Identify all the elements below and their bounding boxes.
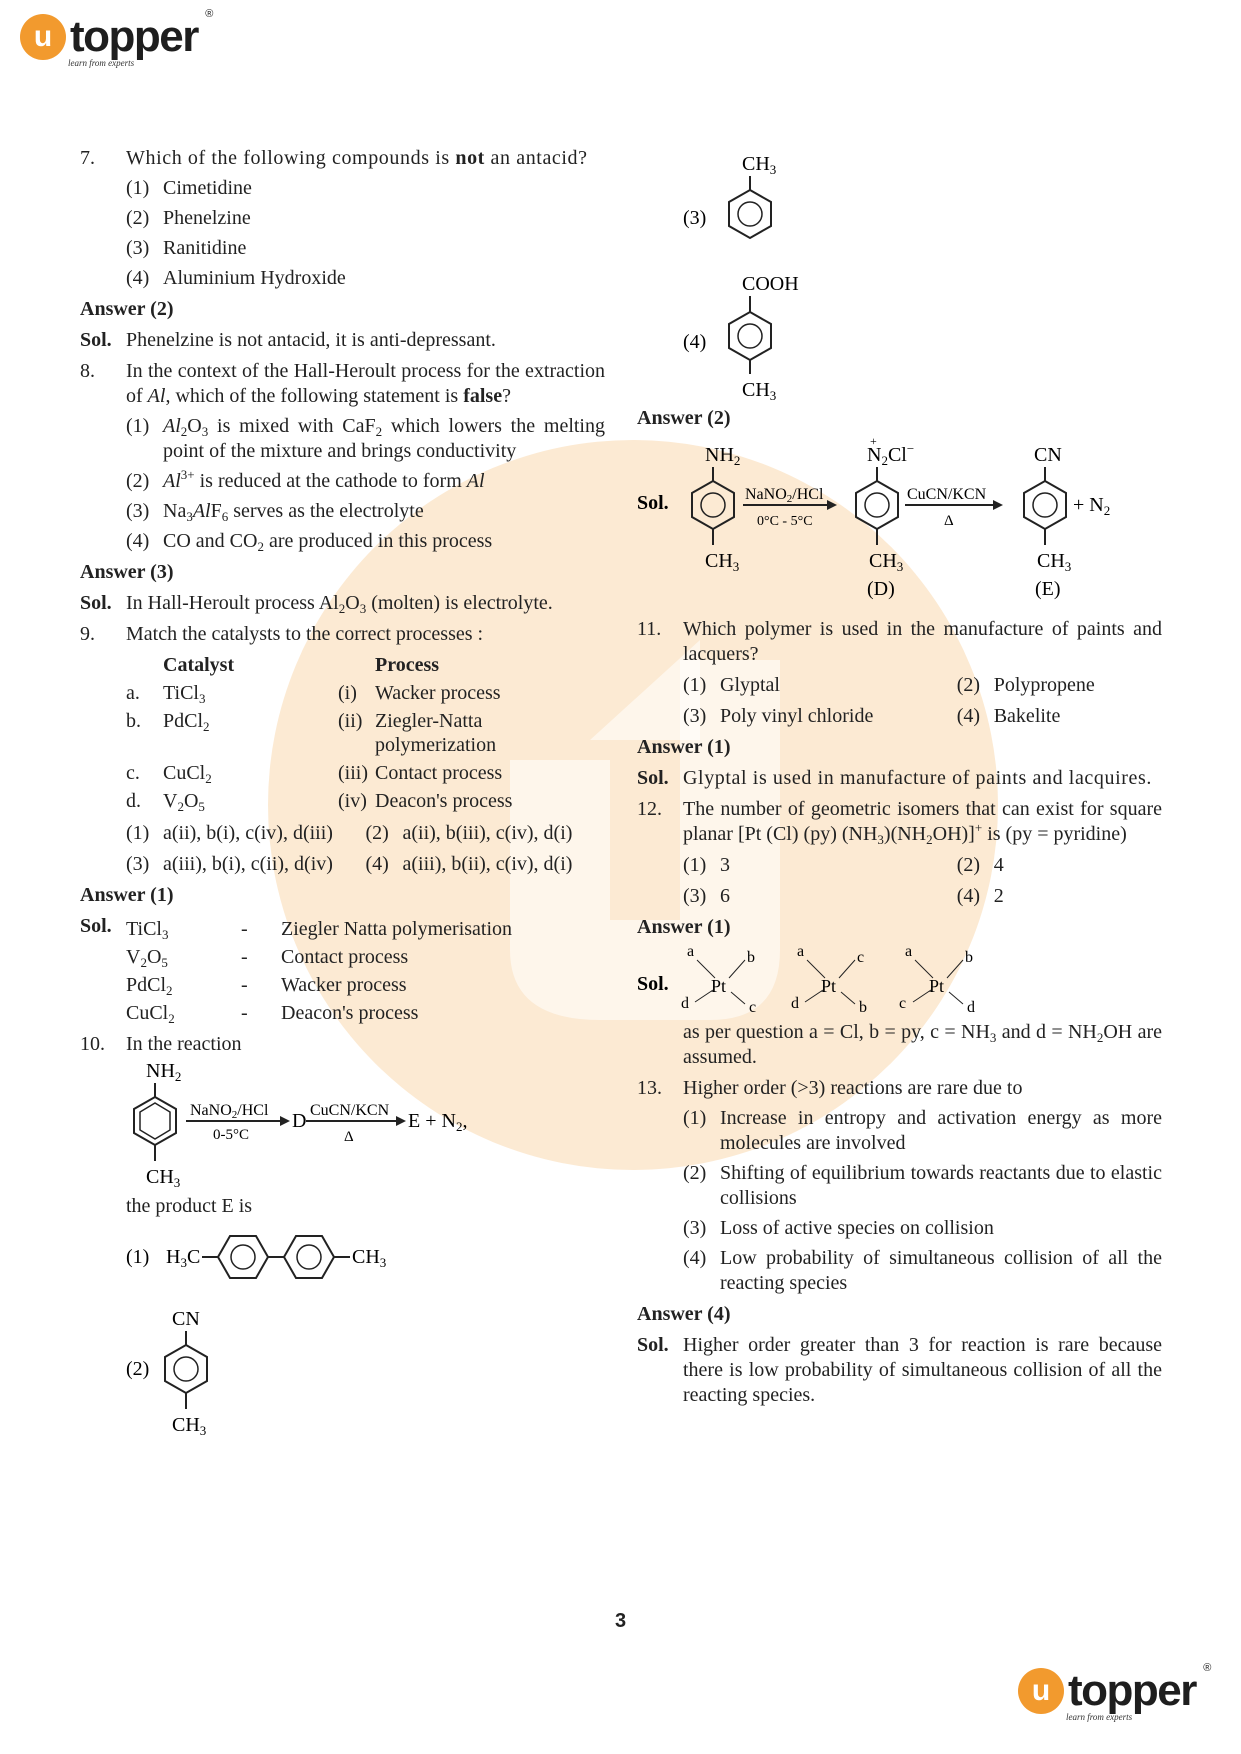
option: (4) CO and $CO_2$ are produced in this process [126, 530, 493, 554]
svg-text:COOH: COOH [742, 273, 799, 295]
svg-text:Pt: Pt [821, 976, 837, 996]
q10-options-structures [80, 1219, 605, 1469]
option: (2) Phenelzine [126, 207, 251, 229]
svg-text:(2): (2) [126, 1358, 150, 1380]
svg-text:CH3: $CH_3$ [705, 550, 740, 574]
option: (3) $Na_3AlF_6$ serves as the electrolyte [126, 500, 424, 524]
svg-text:Sol.: Sol. [637, 973, 669, 995]
right-column [637, 140, 1162, 1408]
svg-text:d: d [967, 999, 975, 1016]
svg-text:CN: CN [1034, 444, 1062, 466]
option-row: (1) Glyptal (2) Polypropene [683, 674, 1095, 696]
svg-text:c: c [857, 949, 865, 966]
svg-text:c: c [899, 995, 907, 1012]
svg-text:+ N2: + $N_2$ [1073, 494, 1111, 518]
logo-badge-icon: u [20, 14, 66, 60]
solution: Sol. In Hall-Heroult process $Al_2O_3$ (molten) is electrolyte. [80, 592, 553, 616]
svg-text:CH3: $CH_3$ [1037, 550, 1072, 574]
svg-text:CH3: $CH_3$ [172, 1414, 207, 1438]
svg-text:(3): (3) [683, 207, 707, 229]
isomer-note: as per question a = Cl, b = py, $c = NH_3$ and $d = NH_2OH$ are assumed. [683, 1021, 1163, 1068]
svg-text:NaNO2/HCl: NaNO2/HCl [190, 1102, 269, 1121]
svg-text:N2Cl−: $N_2Cl^-$ [867, 441, 915, 468]
question-10: 10. In the reaction [80, 1033, 242, 1055]
answer: Answer (1) [637, 916, 731, 938]
svg-text:(4): (4) [683, 331, 707, 353]
svg-text:Pt: Pt [711, 976, 727, 996]
reaction-scheme-sol10 [637, 431, 1162, 611]
svg-text:CuCN/KCN: CuCN/KCN [907, 486, 987, 503]
logo-badge-icon: u [1018, 1668, 1064, 1714]
svg-text:b: b [859, 999, 867, 1016]
option: (2) Shifting of equilibrium towards reactants due to elastic collisions [683, 1162, 1162, 1209]
table-row: b. PdCl$_2$ (ii) Ziegler-Natta polymerization [126, 710, 497, 756]
option: (1) $Al_2O_3$ is mixed with CaF$_2$ which lowers the melting point of the mixture and brings conductivity [126, 415, 605, 462]
option: (1) Increase in entropy and activation energy as more molecules are involved [683, 1107, 1162, 1154]
svg-text:(D): (D) [867, 578, 895, 600]
option: (4) Aluminium Hydroxide [126, 267, 346, 289]
svg-text:(1): (1) [126, 1246, 150, 1268]
logo-wordmark: topper ® [1068, 1662, 1210, 1715]
svg-text:Pt: Pt [929, 976, 945, 996]
option-row: (1) a(ii), b(i), c(iv), d(iii) (2) a(ii), b(iii), c(iv), d(i) [126, 822, 573, 844]
question-11: 11. Which polymer is used in the manufacture of paints and lacquers? [637, 618, 1162, 665]
svg-text:CH3: $CH_3$ [742, 153, 777, 177]
option-row: (3) 6 (4) 2 [683, 885, 1004, 907]
svg-text:Δ: Δ [944, 513, 954, 529]
svg-text:a: a [687, 943, 695, 960]
option: (2) $Al^{3+}$ is reduced at the cathode to form Al [126, 467, 485, 492]
logo-wordmark: topper ® [70, 8, 212, 61]
table-row: c. CuCl$_2$ (iii) Contact process [126, 762, 503, 786]
svg-text:CH3: $CH_3$ [146, 1166, 181, 1190]
isomer [899, 943, 975, 1016]
option: (3) Ranitidine [126, 237, 247, 259]
svg-text:E + N2,: $E + N_2$, [408, 1110, 468, 1134]
svg-text:a: a [797, 943, 805, 960]
answer: Answer (2) [80, 298, 174, 320]
svg-text:NH2: $NH_2$ [705, 444, 741, 468]
svg-text:d: d [791, 995, 799, 1012]
question-12: 12. The number of geometric isomers that can exist for square planar [Pt (Cl) (py) $(NH_3)(NH_2OH)]^+$ is (py = pyridine) [637, 798, 1162, 847]
svg-text:b: b [965, 949, 973, 966]
solution: Sol. Glyptal is used in manufacture of paints and lacquires. [637, 767, 1152, 789]
footer-logo [1018, 1662, 1210, 1722]
option: (3) Loss of active species on collision [683, 1217, 994, 1239]
svg-text:CN: CN [172, 1308, 200, 1330]
svg-text:H3C: $H_3C$ [166, 1246, 201, 1270]
question-7: 7. Which of the following compounds is not an antacid? [80, 147, 588, 169]
reaction-scheme-q10 [80, 1057, 605, 1192]
option: (1) Cimetidine [126, 177, 252, 199]
svg-text:+: + [870, 434, 877, 448]
question-9: 9. Match the catalysts to the correct processes : [80, 623, 484, 645]
svg-text:0°C - 5°C: 0°C - 5°C [757, 514, 813, 529]
answer: Answer (1) [637, 736, 731, 758]
svg-text:a: a [905, 943, 913, 960]
svg-text:CH3: $CH_3$ [742, 379, 777, 400]
option-row: (3) Poly vinyl chloride (4) Bakelite [683, 705, 1061, 727]
answer: Answer (2) [637, 407, 731, 429]
isomer [791, 943, 867, 1016]
option-row: (3) a(iii), b(i), c(ii), d(iv) (4) a(iii), b(ii), c(iv), d(i) [126, 853, 573, 875]
table-row: a. TiCl$_3$ (i) Wacker process [126, 682, 501, 706]
svg-text:CuCN/KCN: CuCN/KCN [310, 1102, 390, 1119]
svg-text:NaNO2/HCl: NaNO2/HCl [745, 486, 824, 505]
answer: Answer (3) [80, 561, 174, 583]
q10-options-3-4-structures [637, 140, 1162, 400]
svg-text:(E): (E) [1035, 578, 1061, 600]
header-logo [20, 8, 212, 68]
product-label: the product E is [126, 1195, 253, 1217]
solution: Sol. Phenelzine is not antacid, it is anti-depressant. [80, 329, 496, 351]
svg-text:CH3: $CH_3$ [352, 1246, 387, 1270]
svg-text:NH2: $NH_2$ [146, 1060, 182, 1084]
left-column [80, 140, 605, 1469]
svg-text:d: d [681, 995, 689, 1012]
option: (4) Low probability of simultaneous collision of all the reacting species [683, 1247, 1162, 1294]
svg-text:Δ: Δ [344, 1129, 354, 1145]
svg-text:D: D [292, 1110, 307, 1132]
answer: Answer (4) [637, 1303, 731, 1325]
geometric-isomers [637, 940, 1162, 1020]
page-number: 3 [614, 1610, 627, 1632]
question-13: 13. Higher order (>3) reactions are rare due to [637, 1077, 1023, 1099]
question-8: 8. In the context of the Hall-Heroult process for the extraction of Al, which of the following statement is false? [80, 360, 605, 407]
solution: Sol. TiCl$_3$ - Ziegler Natta polymerisation $V_2O_5$ - Contact process PdCl$_2$ - Wacker process CuCl$_2$ - Deacon's process [80, 915, 513, 1026]
logo-tagline: learn from experts [68, 58, 135, 68]
solution: Sol. Higher order greater than 3 for reaction is rare because there is low probability of simultaneous collision of all the reacting species. [637, 1334, 1162, 1406]
option-row: (1) 3 (2) 4 [683, 854, 1004, 876]
answer: Answer (1) [80, 884, 174, 906]
svg-text:CH3: $CH_3$ [869, 550, 904, 574]
table-row: d. $V_2O_5$ (iv) Deacon's process [126, 790, 513, 814]
svg-text:c: c [749, 999, 757, 1016]
catalyst-table: Catalyst Process a. TiCl$_3$ (i) Wacker process b. PdCl$_2$ (ii) Ziegler-Natta polymerization c. CuCl$_2$ (iii) Contact process d. $V_2O_5$ (iv) Deacon's process [126, 651, 575, 815]
isomer [681, 943, 756, 1016]
logo-tagline: learn from experts [1066, 1712, 1133, 1722]
svg-text:b: b [747, 949, 755, 966]
svg-text:Sol.: Sol. [637, 492, 669, 514]
svg-text:0-5°C: 0-5°C [213, 1127, 249, 1143]
